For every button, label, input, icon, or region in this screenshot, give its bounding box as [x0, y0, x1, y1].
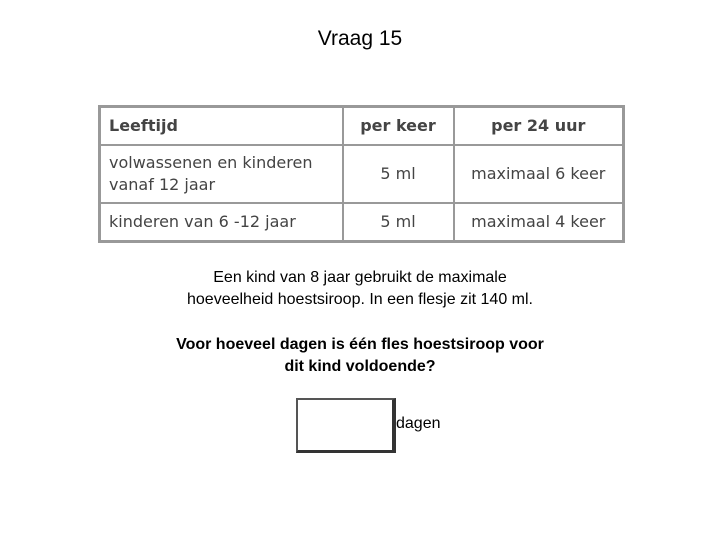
cell-age-line: vanaf 12 jaar	[109, 174, 216, 194]
dosage-table	[98, 105, 625, 243]
intro-line: hoeveelheid hoestsiroop. In een flesje zit 140 ml.	[187, 291, 533, 308]
cell-per-dose: 5 ml	[343, 203, 454, 242]
cell-per-day: maximaal 6 keer	[454, 145, 624, 203]
prompt-line: dit kind voldoende?	[284, 358, 436, 375]
cell-per-dose: 5 ml	[343, 145, 454, 203]
intro-line: Een kind van 8 jaar gebruikt de maximale	[213, 269, 507, 286]
header-per-day: per 24 uur	[454, 107, 624, 146]
question-intro	[0, 267, 720, 311]
question-prompt	[0, 334, 720, 378]
table-row	[100, 145, 624, 203]
cell-age: kinderen van 6 -12 jaar	[100, 203, 343, 242]
answer-input[interactable]	[296, 398, 396, 453]
prompt-line: Voor hoeveel dagen is één fles hoestsiroop voor	[176, 336, 544, 353]
table-header-row	[100, 107, 624, 146]
header-age: Leeftijd	[100, 107, 343, 146]
question-title: Vraag 15	[317, 27, 403, 50]
answer-unit-label: dagen	[396, 415, 441, 432]
table-row	[100, 203, 624, 242]
header-per-dose: per keer	[343, 107, 454, 146]
cell-age-line: volwassenen en kinderen	[109, 152, 313, 172]
cell-per-day: maximaal 4 keer	[454, 203, 624, 242]
cell-age	[100, 145, 343, 203]
